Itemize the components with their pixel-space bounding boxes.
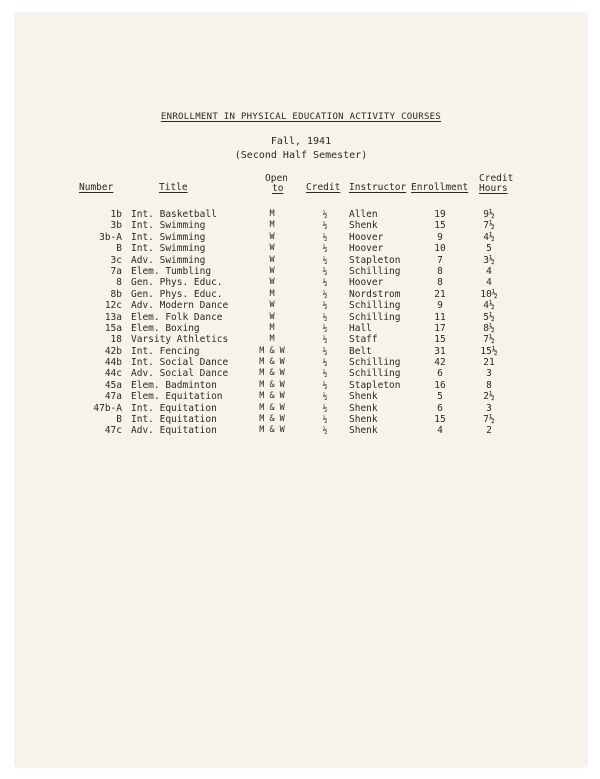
instructor-name: Belt [349, 345, 372, 357]
enrollment-count: 10 [434, 243, 446, 255]
enrollment-count: 6 [437, 368, 443, 380]
open-to: W [269, 311, 275, 322]
course-title: Gen. Phys. Educ. [131, 288, 223, 300]
table-row [16, 425, 586, 436]
document-title: ENROLLMENT IN PHYSICAL EDUCATION ACTIVITY COURSES [160, 112, 442, 122]
credit-value: ½ [322, 221, 328, 231]
enrollment-count: 7 [437, 254, 443, 266]
course-number: 3b-A [99, 231, 122, 243]
instructor-name: Stapleton [349, 379, 401, 391]
enrollment-count: 6 [437, 402, 443, 414]
instructor-name: Shenk [349, 402, 378, 414]
credit-value: ½ [322, 289, 328, 299]
credit-value: ½ [322, 244, 328, 254]
credit-value: ½ [322, 323, 328, 333]
credit-hours: 4 [486, 265, 492, 277]
table-row [16, 414, 586, 425]
credit-hours: 8 [486, 379, 492, 391]
instructor-name: Shenk [349, 414, 378, 426]
header-credit: Credit [306, 182, 341, 193]
enrollment-count: 8 [437, 277, 443, 289]
credit-hours: 7½ [483, 334, 495, 346]
enrollment-count: 9 [437, 231, 443, 243]
course-title: Adv. Swimming [131, 254, 206, 266]
course-number: 12c [104, 300, 122, 312]
table-row [16, 232, 586, 243]
credit-value: ½ [322, 335, 328, 345]
course-title: Elem. Boxing [131, 322, 200, 334]
header-instructor: Instructor [349, 182, 407, 193]
credit-hours: 2½ [483, 391, 495, 403]
instructor-name: Shenk [349, 220, 378, 232]
course-title: Int. Basketball [131, 209, 217, 220]
enrollment-count: 42 [434, 357, 446, 369]
credit-hours: 7½ [483, 220, 495, 232]
open-to: M & W [259, 414, 285, 425]
course-number: 47b-A [93, 402, 122, 414]
course-number: 8b [110, 288, 122, 300]
credit-hours: 5 [486, 243, 492, 255]
credit-hours: 9½ [483, 209, 495, 220]
open-to: M & W [259, 345, 285, 356]
table-row [16, 334, 586, 345]
enrollment-count: 15 [434, 334, 446, 346]
course-title: Adv. Social Dance [131, 368, 229, 380]
instructor-name: Schilling [349, 311, 401, 323]
open-to: M & W [259, 402, 285, 413]
header-open-bottom: to [272, 183, 284, 194]
course-number: 3b [110, 220, 122, 232]
table-row [16, 380, 586, 391]
credit-value: ½ [322, 415, 328, 425]
course-number: 1b [110, 209, 122, 220]
open-to: M [269, 334, 275, 345]
table-row [16, 391, 586, 402]
instructor-name: Stapleton [349, 254, 401, 266]
credit-value: ½ [322, 266, 328, 276]
instructor-name: Schilling [349, 357, 401, 369]
course-title: Gen. Phys. Educ. [131, 277, 223, 289]
header-enrollment: Enrollment [411, 182, 469, 193]
enrollment-count: 9 [437, 300, 443, 312]
open-to: M & W [259, 368, 285, 379]
credit-hours: 15½ [480, 345, 498, 357]
term-line: Fall, 1941 [270, 136, 332, 147]
credit-hours: 4 [486, 277, 492, 289]
credit-hours: 2 [486, 425, 492, 437]
course-table [16, 209, 586, 437]
open-to: M [269, 209, 275, 219]
course-number: B [116, 414, 122, 426]
subterm-line: (Second Half Semester) [234, 150, 368, 161]
course-title: Int. Swimming [131, 243, 206, 255]
table-row [16, 289, 586, 300]
credit-value: ½ [322, 392, 328, 402]
instructor-name: Staff [349, 334, 378, 346]
credit-value: ½ [322, 358, 328, 368]
credit-hours: 7½ [483, 414, 495, 426]
credit-value: ½ [322, 369, 328, 379]
enrollment-count: 15 [434, 414, 446, 426]
open-to: W [269, 243, 275, 254]
credit-value: ½ [322, 255, 328, 265]
header-number: Number [79, 182, 114, 193]
table-row [16, 266, 586, 277]
course-number: 18 [110, 334, 122, 346]
table-row [16, 323, 586, 334]
open-to: M [269, 322, 275, 333]
enrollment-count: 31 [434, 345, 446, 357]
course-title: Int. Equitation [131, 402, 217, 414]
enrollment-count: 5 [437, 391, 443, 403]
table-row [16, 243, 586, 254]
course-number: B [116, 243, 122, 255]
course-title: Int. Social Dance [131, 357, 229, 369]
credit-hours: 5½ [483, 311, 495, 323]
course-number: 45a [104, 379, 122, 391]
course-number: 13a [104, 311, 122, 323]
document-page [16, 14, 586, 766]
table-row [16, 277, 586, 288]
table-row [16, 346, 586, 357]
table-row [16, 403, 586, 414]
open-to: M & W [259, 357, 285, 368]
course-title: Adv. Modern Dance [131, 300, 229, 312]
enrollment-count: 17 [434, 322, 446, 334]
instructor-name: Shenk [349, 425, 378, 437]
course-number: 3c [110, 254, 122, 266]
table-row [16, 368, 586, 379]
open-to: W [269, 300, 275, 311]
course-title: Int. Fencing [131, 345, 200, 357]
instructor-name: Hall [349, 322, 372, 334]
credit-value: ½ [322, 403, 328, 413]
course-title: Int. Equitation [131, 414, 217, 426]
course-title: Int. Swimming [131, 231, 206, 243]
instructor-name: Schilling [349, 265, 401, 277]
table-row [16, 255, 586, 266]
course-title: Elem. Tumbling [131, 265, 212, 277]
open-to: M [269, 288, 275, 299]
instructor-name: Shenk [349, 391, 378, 403]
open-to: M & W [259, 379, 285, 390]
table-row [16, 209, 586, 220]
credit-value: ½ [322, 426, 328, 436]
course-title: Adv. Equitation [131, 425, 217, 437]
open-to: M [269, 220, 275, 231]
table-row [16, 312, 586, 323]
credit-hours: 4½ [483, 300, 495, 312]
table-row [16, 220, 586, 231]
credit-hours: 10½ [480, 288, 498, 300]
credit-hours: 21 [483, 357, 495, 369]
instructor-name: Nordstrom [349, 288, 401, 300]
course-number: 8 [116, 277, 122, 289]
credit-value: ½ [322, 301, 328, 311]
header-title: Title [159, 182, 188, 193]
enrollment-count: 15 [434, 220, 446, 232]
instructor-name: Schilling [349, 368, 401, 380]
course-number: 15a [104, 322, 122, 334]
instructor-name: Hoover [349, 231, 384, 243]
header-hours-bottom: Hours [479, 183, 508, 194]
course-number: 47a [104, 391, 122, 403]
open-to: M & W [259, 391, 285, 402]
credit-hours: 4½ [483, 231, 495, 243]
enrollment-count: 11 [434, 311, 446, 323]
credit-value: ½ [322, 380, 328, 390]
open-to: W [269, 254, 275, 265]
instructor-name: Hoover [349, 243, 384, 255]
course-title: Elem. Folk Dance [131, 311, 223, 323]
instructor-name: Allen [349, 209, 378, 220]
enrollment-count: 4 [437, 425, 443, 437]
enrollment-count: 19 [434, 209, 446, 220]
course-title: Elem. Equitation [131, 391, 223, 403]
course-title: Varsity Athletics [131, 334, 229, 346]
open-to: W [269, 265, 275, 276]
enrollment-count: 16 [434, 379, 446, 391]
open-to: M & W [259, 425, 285, 436]
instructor-name: Hoover [349, 277, 384, 289]
credit-hours: 3 [486, 402, 492, 414]
header-hours-top: Credit [479, 173, 514, 184]
instructor-name: Schilling [349, 300, 401, 312]
course-title: Elem. Badminton [131, 379, 217, 391]
course-number: 44c [104, 368, 122, 380]
course-number: 47c [104, 425, 122, 437]
open-to: W [269, 231, 275, 242]
credit-value: ½ [322, 278, 328, 288]
table-row [16, 357, 586, 368]
credit-value: ½ [322, 210, 328, 219]
header-open-top: Open [265, 173, 288, 184]
credit-value: ½ [322, 312, 328, 322]
enrollment-count: 21 [434, 288, 446, 300]
credit-hours: 3 [486, 368, 492, 380]
credit-hours: 3½ [483, 254, 495, 266]
credit-value: ½ [322, 346, 328, 356]
credit-hours: 8½ [483, 322, 495, 334]
course-number: 7a [110, 265, 122, 277]
enrollment-count: 8 [437, 265, 443, 277]
table-row [16, 300, 586, 311]
course-title: Int. Swimming [131, 220, 206, 232]
credit-value: ½ [322, 232, 328, 242]
course-number: 42b [104, 345, 122, 357]
open-to: W [269, 277, 275, 288]
course-number: 44b [104, 357, 122, 369]
